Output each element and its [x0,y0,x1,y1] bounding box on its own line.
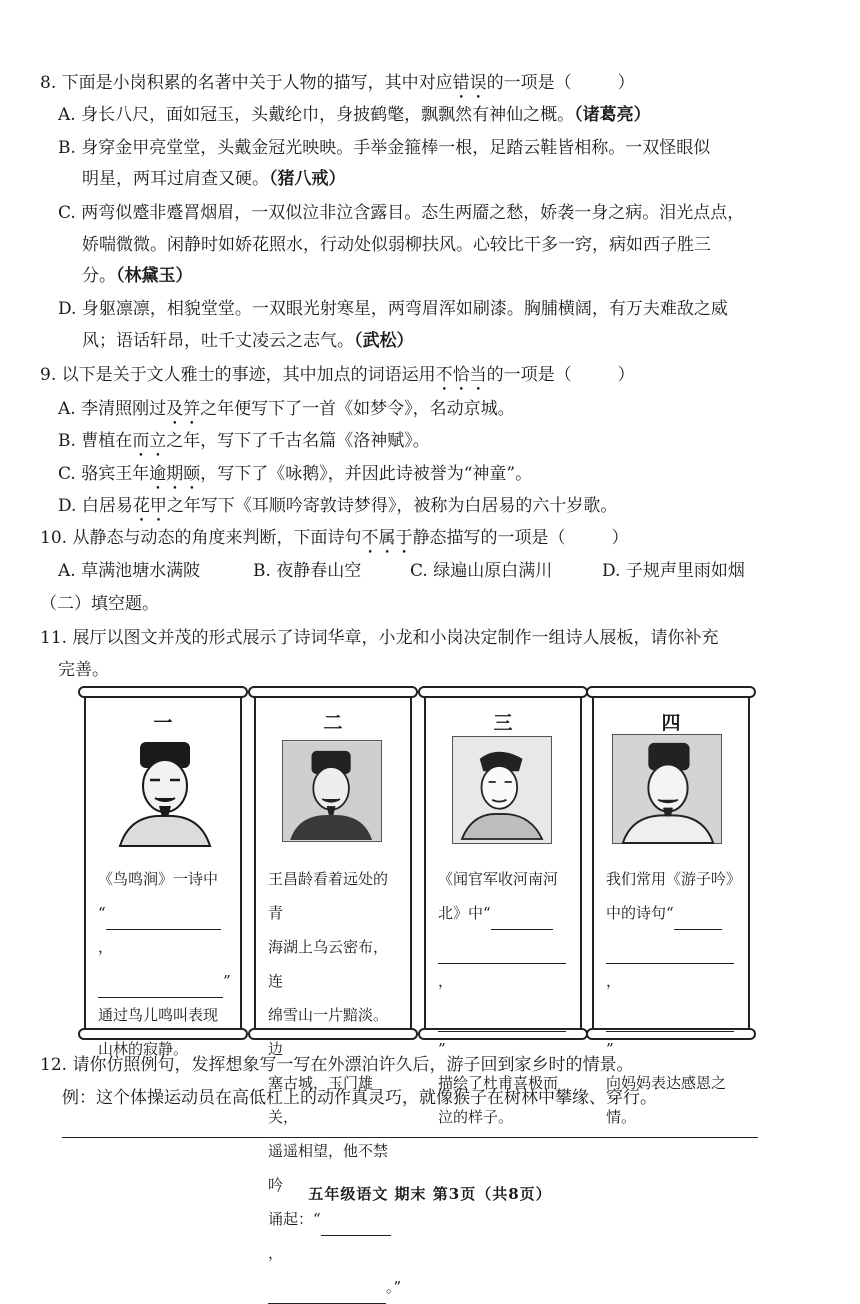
poet-card-4 [592,690,750,1126]
answer-blank[interactable] [438,946,566,964]
scroll-top-roll [248,686,418,698]
scroll-top-roll [418,686,588,698]
q8-option-b-line2: 明星，两耳过肩查又硬。（猪八戒） [82,169,346,189]
answer-blank[interactable] [606,946,734,964]
poet-portrait-icon [452,736,552,844]
poet-portrait-icon [110,736,220,846]
answer-blank[interactable] [268,1286,386,1304]
answer-blank[interactable] [98,980,223,998]
scroll-top-roll [78,686,248,698]
q9-option-d: D. 白居易花甲之年写下《耳顺吟寄敦诗梦得》，被称为白居易的六十岁歌。 [58,496,618,516]
card-number: 一 [153,712,173,734]
q12-stem: 12. 请你仿照例句，发挥想象写一写在外漂泊许久后，游子回到家乡时的情景。 [40,1055,634,1075]
q9-stem: 9. 以下是关于文人雅士的事迹，其中加点的词语运用不恰当的一项是（ ） [40,365,635,385]
card-number: 三 [493,712,513,734]
q9-option-a: A. 李清照刚过及笄之年便写下了一首《如梦令》，名动京城。 [58,399,515,419]
q10-option-b: B. 夜静春山空 [253,561,362,581]
answer-line[interactable] [62,1137,758,1138]
q8-option-c-line2: 娇喘微微。闲静时如娇花照水，行动处似弱柳扶风。心较比干多一窍，病如西子胜三 [82,235,711,255]
poet-portrait-icon [612,734,722,844]
q8-option-d-line1: D. 身躯凛凛，相貌堂堂。一双眼光射寒星，两弯眉浑如刷漆。胸脯横阔，有万夫难敌之威 [58,299,728,319]
answer-blank[interactable] [106,912,221,930]
answer-blank[interactable] [674,912,722,930]
q10-option-d: D. 子规声里雨如烟 [602,561,745,581]
answer-blank[interactable] [606,1014,734,1032]
q8-stem: 8. 下面是小岗积累的名著中关于人物的描写，其中对应错误的一项是（ ） [40,73,635,93]
card-number: 四 [661,712,681,734]
poet-card-3 [424,690,582,1126]
q8-option-c-line1: C. 两弯似蹙非蹙罥烟眉，一双似泣非泣含露目。态生两靥之愁，娇袭一身之病。泪光点点， [58,203,745,223]
q10-option-a: A. 草满池塘水满陂 [58,561,201,581]
answer-blank[interactable] [438,1014,566,1032]
q8-option-c-line3: 分。（林黛玉） [82,266,193,286]
page-footer: 五年级语文 期末 第3页（共8页） [308,1185,552,1203]
card-text: 我们常用《游子吟》 中的诗句“ ， ” 向妈妈表达感恩之 情。 [606,870,742,1126]
answer-blank[interactable] [321,1218,391,1236]
poet-portrait-icon [282,740,382,842]
q8-option-b-line1: B. 身穿金甲亮堂堂，头戴金冠光映映。手举金箍棒一根，足踏云鞋皆相称。一双怪眼似 [58,138,711,158]
q12-example: 例：这个体操运动员在高低杠上的动作真灵巧，就像猴子在树林中攀缘、穿行。 [62,1088,657,1108]
q9-option-c: C. 骆宾王年逾期颐，写下了《咏鹅》，并因此诗被誉为“神童”。 [58,464,533,484]
q9-option-b: B. 曹植在而立之年，写下了千古名篇《洛神赋》。 [58,431,430,451]
card-text: 王昌龄看着远处的青 海湖上乌云密布，连 绵雪山一片黯淡。边 塞古城，玉门雄关， 遥遥相望，他不禁吟 诵起：“， 。” [268,862,402,1304]
answer-blank[interactable] [491,912,553,930]
poet-card-2 [254,690,412,1296]
section-heading: （二）填空题。 [40,594,159,614]
poet-card-1 [84,690,242,1058]
q8-option-d-line2: 风；语话轩昂，吐千丈凌云之志气。（武松） [82,331,414,351]
q10-stem: 10. 从静态与动态的角度来判断，下面诗句不属于静态描写的一项是（ ） [40,528,629,548]
card-number: 二 [323,712,343,734]
scroll-top-roll [586,686,756,698]
card-text: 《鸟鸣涧》一诗中 “， ” 通过鸟儿鸣叫表现 山林的寂静。 [98,870,231,1058]
q11-stem-line2: 完善。 [58,660,109,680]
q10-option-c: C. 绿遍山原白满川 [410,561,553,581]
card-text: 《闻官军收河南河 北》中“ ， ” 描绘了杜甫喜极而 泣的样子。 [438,862,572,1134]
q8-option-a: A. 身长八尺，面如冠玉，头戴纶巾，身披鹤氅，飘飘然有神仙之概。（诸葛亮） [58,105,651,125]
q11-stem-line1: 11. 展厅以图文并茂的形式展示了诗词华章，小龙和小岗决定制作一组诗人展板，请你补充 [40,628,719,648]
